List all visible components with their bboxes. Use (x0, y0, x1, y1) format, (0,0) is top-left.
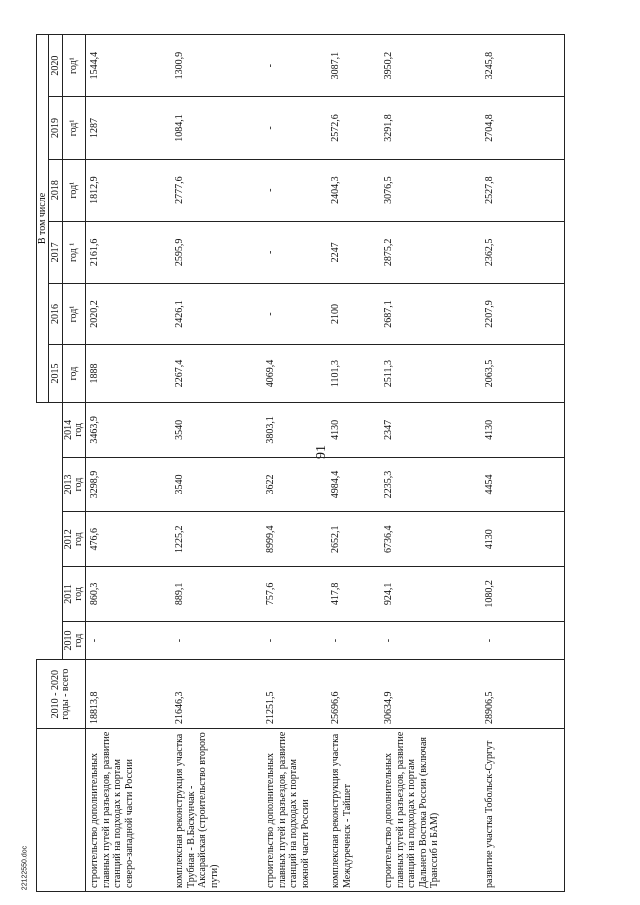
row-name: развитие участка Тобольск-Сургут (481, 728, 565, 891)
row-value: 3076,5 (380, 159, 481, 221)
row-value: 2161,6 (86, 221, 172, 283)
row-value: 3298,9 (86, 457, 172, 512)
row-value: - (262, 221, 327, 283)
table-row (481, 35, 565, 892)
row-name: строительство дополнительных главных путей и разъездов, развитие станций на подходах к портам Дальнего Востока России (включая Транссиб и БАМ) (380, 728, 481, 891)
row-value: 1101,3 (327, 345, 380, 403)
row-value: - (262, 97, 327, 159)
header-year-2010 (63, 621, 86, 660)
header-year-2014 (63, 402, 86, 457)
page-number: 91 (314, 445, 329, 459)
row-value: 4069,4 (262, 345, 327, 403)
row-value: 3950,2 (380, 35, 481, 97)
header-unit-2015: год (63, 345, 86, 403)
row-value: 3540 (171, 457, 262, 512)
row-value: - (262, 159, 327, 221)
row-value: 924,1 (380, 567, 481, 622)
header-year-2017: 2017 (49, 221, 63, 283)
row-value: 3245,8 (481, 35, 565, 97)
table-row (327, 35, 380, 892)
row-name: комплексная реконструкция участка Междуреченск - Тайшет (327, 728, 380, 891)
row-value: 417,8 (327, 567, 380, 622)
header-year-2012 (63, 512, 86, 567)
row-value: - (86, 621, 172, 660)
year-unit: год (73, 532, 84, 547)
row-value: 3087,1 (327, 35, 380, 97)
header-total: 2010 - 2020 годы - всего (37, 660, 86, 729)
row-value: - (327, 621, 380, 660)
year-label: 2011 (63, 584, 74, 604)
row-name: строительство дополнительных главных путей и разъездов, развитие станций на подходах к портам южной части России (262, 728, 327, 891)
row-value: 2207,9 (481, 283, 565, 344)
row-value: 1084,1 (171, 97, 262, 159)
row-value: 2267,4 (171, 345, 262, 403)
header-group: В том числе (37, 35, 49, 403)
year-label: 2012 (63, 529, 74, 550)
row-total: 21646,3 (171, 660, 262, 729)
header-unit-2017: год ¹ (63, 221, 86, 283)
row-value: 3803,1 (262, 402, 327, 457)
row-value: 2652,1 (327, 512, 380, 567)
row-value: - (262, 35, 327, 97)
row-value: - (481, 621, 565, 660)
year-label: 2010 (63, 630, 74, 651)
row-value: - (171, 621, 262, 660)
row-value: 2235,3 (380, 457, 481, 512)
row-value: 2511,3 (380, 345, 481, 403)
row-value: 1287 (86, 97, 172, 159)
row-value: 4130 (481, 512, 565, 567)
row-value: 2347 (380, 402, 481, 457)
row-value: 2704,8 (481, 97, 565, 159)
row-value: 2362,5 (481, 221, 565, 283)
table-row (380, 35, 481, 892)
footer-file-name: 22122550.doc (21, 845, 29, 891)
row-value: 8999,4 (262, 512, 327, 567)
row-value: 1225,2 (171, 512, 262, 567)
row-total: 25696,6 (327, 660, 380, 729)
row-total: 28906,5 (481, 660, 565, 729)
row-value: 4130 (327, 402, 380, 457)
row-value: 2426,1 (171, 283, 262, 344)
header-unit-2016: год¹ (63, 283, 86, 344)
header-year-2020: 2020 (49, 35, 63, 97)
header-unit-2019: год¹ (63, 97, 86, 159)
header-spacer (37, 402, 63, 659)
header-year-2015: 2015 (49, 345, 63, 403)
row-value: 2404,3 (327, 159, 380, 221)
row-value: 1544,4 (86, 35, 172, 97)
year-unit: год (73, 423, 84, 437)
table-row (262, 35, 327, 892)
row-value: 2063,5 (481, 345, 565, 403)
rotated-table-container (36, 34, 582, 892)
row-value: 2247 (327, 221, 380, 283)
row-value: 3540 (171, 402, 262, 457)
row-value: 6736,4 (380, 512, 481, 567)
header-year-2019: 2019 (49, 97, 63, 159)
year-label: 2013 (63, 474, 74, 495)
header-year-2018: 2018 (49, 159, 63, 221)
row-value: - (262, 621, 327, 660)
row-total: 30634,9 (380, 660, 481, 729)
header-year-2013 (63, 457, 86, 512)
header-year-2011 (63, 567, 86, 622)
row-total: 18813,8 (86, 660, 172, 729)
row-value: 2595,9 (171, 221, 262, 283)
row-value: 2572,6 (327, 97, 380, 159)
year-unit: год (73, 633, 84, 648)
investment-table (36, 34, 565, 892)
row-value: 2020,2 (86, 283, 172, 344)
year-unit: год (73, 477, 84, 492)
row-value: 2687,1 (380, 283, 481, 344)
row-value: 757,6 (262, 567, 327, 622)
header-unit-2018: год¹ (63, 159, 86, 221)
row-value: 1080,2 (481, 567, 565, 622)
row-value: 4984,4 (327, 457, 380, 512)
row-value: 4454 (481, 457, 565, 512)
row-value: - (262, 283, 327, 344)
table-header (37, 35, 86, 892)
year-label: 2014 (63, 419, 74, 440)
row-value: 3622 (262, 457, 327, 512)
row-name: комплексная реконструкция участка Трубная - В.Баскунчак - Аксарайская (строительство второго пути) (171, 728, 262, 891)
row-value: 860,3 (86, 567, 172, 622)
row-name: строительство дополнительных главных путей и разъездов, развитие станций на подходах к портам северо-западной части России (86, 728, 172, 891)
row-value: 2875,2 (380, 221, 481, 283)
year-unit: год (73, 587, 84, 601)
row-value: 4130 (481, 402, 565, 457)
header-year-2016: 2016 (49, 283, 63, 344)
row-value: 476,6 (86, 512, 172, 567)
row-value: - (380, 621, 481, 660)
row-value: 1300,9 (171, 35, 262, 97)
header-empty-cell (37, 728, 86, 891)
table-row (171, 35, 262, 892)
row-value: 3463,9 (86, 402, 172, 457)
table-body (86, 35, 565, 892)
row-value: 1888 (86, 345, 172, 403)
row-value: 2527,8 (481, 159, 565, 221)
row-total: 21251,5 (262, 660, 327, 729)
row-value: 2777,6 (171, 159, 262, 221)
table-row (86, 35, 172, 892)
row-value: 1812,9 (86, 159, 172, 221)
row-value: 2100 (327, 283, 380, 344)
header-unit-2020: год¹ (63, 35, 86, 97)
row-value: 3291,8 (380, 97, 481, 159)
row-value: 889,1 (171, 567, 262, 622)
